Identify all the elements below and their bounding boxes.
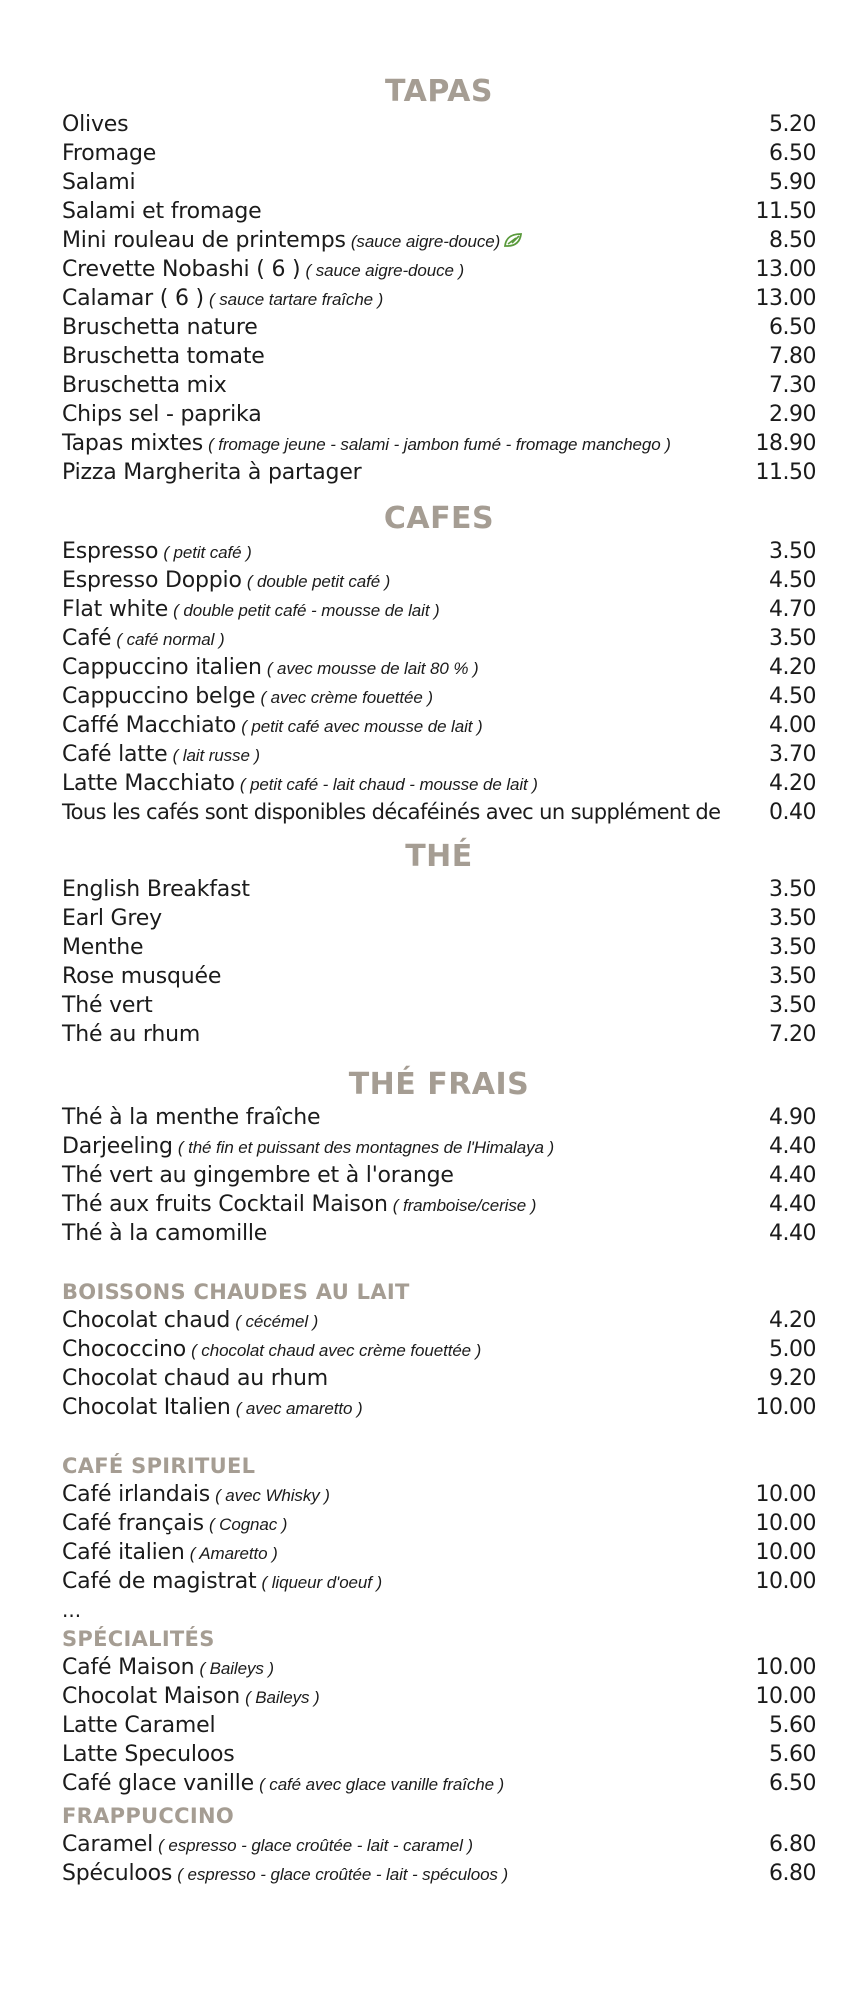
item-name: Café Maison	[62, 1655, 195, 1680]
menu-item	[62, 1567, 816, 1596]
item-price: 3.50	[769, 964, 816, 989]
menu-item	[62, 682, 816, 711]
item-name: Caramel	[62, 1832, 154, 1857]
item-price: 4.50	[769, 684, 816, 709]
item-name: Tapas mixtes	[62, 431, 203, 456]
item-name: Spéculoos	[62, 1861, 173, 1886]
item-price: 18.90	[755, 431, 816, 456]
item-price: 4.20	[769, 1308, 816, 1333]
item-price: 4.40	[769, 1221, 816, 1246]
item-name: Flat white	[62, 597, 169, 622]
item-note: ( avec mousse de lait 80 % )	[266, 659, 479, 678]
item-note: ( Baileys )	[245, 1688, 320, 1707]
menu-item	[62, 197, 816, 226]
item-name: Café français	[62, 1511, 204, 1536]
item-price: 4.40	[769, 1134, 816, 1159]
item-price: 6.50	[769, 1771, 816, 1796]
menu-item	[62, 342, 816, 371]
item-name: Café irlandais	[62, 1482, 211, 1507]
menu-item	[62, 711, 816, 740]
item-note: ( avec Whisky )	[215, 1486, 330, 1505]
item-name: Salami	[62, 170, 136, 195]
section-title: SPÉCIALITÉS	[62, 1627, 215, 1651]
menu-item	[62, 1830, 816, 1859]
item-name: Thé au rhum	[62, 1022, 201, 1047]
section-title: CAFES	[383, 501, 495, 536]
ellipsis: ...	[62, 1598, 82, 1622]
item-note: ( sauce tartare fraîche )	[209, 290, 384, 309]
vegetarian-leaf-icon	[503, 231, 523, 249]
menu-item	[62, 1190, 816, 1219]
item-name: Crevette Nobashi ( 6 )	[62, 257, 301, 282]
item-note: ( petit café )	[163, 543, 252, 562]
item-name: Calamar ( 6 )	[62, 286, 204, 311]
menu-item	[62, 1020, 816, 1049]
item-price: 5.60	[769, 1713, 816, 1738]
menu-item	[62, 1219, 816, 1248]
item-price: 10.00	[755, 1540, 816, 1565]
item-note: ( espresso - glace croûtée - lait - spéculoos )	[177, 1865, 509, 1884]
item-name: Chocolat Italien	[62, 1395, 231, 1420]
item-price: 4.70	[769, 597, 816, 622]
section-tapas	[62, 74, 816, 487]
item-price: 4.50	[769, 568, 816, 593]
item-name: English Breakfast	[62, 877, 250, 902]
item-price: 7.20	[769, 1022, 816, 1047]
item-price: 4.90	[769, 1105, 816, 1130]
menu-item	[62, 798, 816, 827]
menu-item	[62, 1103, 816, 1132]
menu-item	[62, 566, 816, 595]
section-title: THÉ FRAIS	[348, 1067, 530, 1102]
item-price: 10.00	[755, 1395, 816, 1420]
item-name: Cappuccino belge	[62, 684, 256, 709]
item-note: ( petit café avec mousse de lait )	[241, 717, 483, 736]
item-note: ( thé fin et puissant des montagnes de l'Himalaya )	[177, 1138, 555, 1157]
item-note: ( fromage jeune - salami - jambon fumé - fromage manchego )	[208, 435, 671, 454]
section-specialites	[62, 1625, 816, 1798]
menu-item	[62, 1769, 816, 1798]
section-title: BOISSONS CHAUDES AU LAIT	[62, 1280, 410, 1304]
menu-item	[62, 769, 816, 798]
item-name: Chips sel - paprika	[62, 402, 262, 427]
item-name: Cappuccino italien	[62, 655, 262, 680]
menu-item	[62, 1161, 816, 1190]
item-name: Caffé Macchiato	[62, 713, 237, 738]
item-price: 13.00	[755, 257, 816, 282]
item-price: 3.70	[769, 742, 816, 767]
menu-item	[62, 1335, 816, 1364]
item-note: ( Baileys )	[199, 1659, 274, 1678]
item-price: 5.90	[769, 170, 816, 195]
item-price: 4.40	[769, 1192, 816, 1217]
item-name: Tous les cafés sont disponibles décaféinés avec un supplément de	[62, 800, 721, 824]
item-price: 10.00	[755, 1482, 816, 1507]
menu-item	[62, 653, 816, 682]
item-name: Thé aux fruits Cocktail Maison	[62, 1192, 388, 1217]
item-name: Chocolat chaud au rhum	[62, 1366, 328, 1391]
item-note: ( liqueur d'oeuf )	[261, 1573, 383, 1592]
item-price: 11.50	[755, 460, 816, 485]
item-price: 8.50	[769, 228, 816, 253]
menu-item	[62, 1740, 816, 1769]
item-name: Pizza Margherita à partager	[62, 460, 362, 485]
item-price: 2.90	[769, 402, 816, 427]
menu-item	[62, 933, 816, 962]
item-price: 3.50	[769, 906, 816, 931]
item-name: Menthe	[62, 935, 144, 960]
item-price: 5.20	[769, 112, 816, 137]
item-note: ( avec amaretto )	[235, 1399, 363, 1418]
menu-item	[62, 1306, 816, 1335]
menu-item	[62, 110, 816, 139]
menu-item	[62, 1393, 816, 1422]
item-price: 13.00	[755, 286, 816, 311]
item-note: ( Cognac )	[208, 1515, 288, 1534]
item-price: 3.50	[769, 626, 816, 651]
item-name: Bruschetta mix	[62, 373, 227, 398]
item-price: 5.00	[769, 1337, 816, 1362]
item-name: Latte Speculoos	[62, 1742, 235, 1767]
menu-item	[62, 1509, 816, 1538]
item-name: Mini rouleau de printemps	[62, 228, 346, 253]
menu-item	[62, 1364, 816, 1393]
menu-item	[62, 991, 816, 1020]
item-price: 0.40	[769, 800, 816, 825]
item-price: 4.20	[769, 655, 816, 680]
item-price: 3.50	[769, 935, 816, 960]
item-name: Chocolat Maison	[62, 1684, 240, 1709]
item-name: Earl Grey	[62, 906, 162, 931]
menu-item	[62, 1132, 816, 1161]
item-name: Thé à la menthe fraîche	[62, 1105, 321, 1130]
item-name: Salami et fromage	[62, 199, 262, 224]
item-name: Fromage	[62, 141, 157, 166]
item-price: 7.80	[769, 344, 816, 369]
item-price: 3.50	[769, 539, 816, 564]
item-price: 10.00	[755, 1511, 816, 1536]
item-name: Café latte	[62, 742, 168, 767]
section-title: FRAPPUCCINO	[62, 1804, 234, 1828]
item-price: 11.50	[755, 199, 816, 224]
item-price: 10.00	[755, 1569, 816, 1594]
section-cafe-spirituel	[62, 1452, 816, 1625]
item-name: Thé vert au gingembre et à l'orange	[62, 1163, 454, 1188]
item-name: Darjeeling	[62, 1134, 173, 1159]
menu-item	[62, 139, 816, 168]
section-title: THÉ	[405, 839, 473, 874]
item-note: ( espresso - glace croûtée - lait - caramel )	[158, 1836, 473, 1855]
menu-item	[62, 595, 816, 624]
item-name: Café	[62, 626, 112, 651]
item-note: ( cécémel )	[235, 1312, 319, 1331]
item-note: (sauce aigre-douce)	[350, 232, 501, 251]
item-price: 9.20	[769, 1366, 816, 1391]
menu-item	[62, 875, 816, 904]
item-note: ( double petit café )	[246, 572, 391, 591]
item-note: ( chocolat chaud avec crème fouettée )	[191, 1341, 482, 1360]
item-price: 4.00	[769, 713, 816, 738]
item-name: Latte Caramel	[62, 1713, 216, 1738]
item-note: ( café normal )	[116, 630, 225, 649]
item-price: 6.50	[769, 141, 816, 166]
menu-item	[62, 429, 816, 458]
section-the	[62, 839, 816, 1049]
item-note: ( avec crème fouettée )	[260, 688, 433, 707]
menu-item	[62, 1859, 816, 1888]
item-price: 6.50	[769, 315, 816, 340]
menu-item	[62, 255, 816, 284]
item-note: ( double petit café - mousse de lait )	[173, 601, 440, 620]
menu-item	[62, 168, 816, 197]
menu-item	[62, 400, 816, 429]
item-name: Thé à la camomille	[62, 1221, 268, 1246]
menu-item	[62, 284, 816, 313]
item-note: ( petit café - lait chaud - mousse de lait )	[239, 775, 538, 794]
menu-item	[62, 1653, 816, 1682]
menu-item	[62, 962, 816, 991]
item-price: 7.30	[769, 373, 816, 398]
item-name: Olives	[62, 112, 129, 137]
item-name: Rose musquée	[62, 964, 222, 989]
item-price: 6.80	[769, 1861, 816, 1886]
menu-item	[62, 313, 816, 342]
menu-item	[62, 1538, 816, 1567]
menu-item	[62, 537, 816, 566]
menu-item	[62, 1682, 816, 1711]
menu-item	[62, 1480, 816, 1509]
menu-item	[62, 740, 816, 769]
item-price: 4.40	[769, 1163, 816, 1188]
section-title: TAPAS	[385, 74, 493, 109]
menu-item	[62, 1711, 816, 1740]
item-note: ( lait russe )	[172, 746, 260, 765]
item-price: 6.80	[769, 1832, 816, 1857]
item-name: Espresso Doppio	[62, 568, 242, 593]
item-name: Thé vert	[62, 993, 153, 1018]
item-price: 10.00	[755, 1684, 816, 1709]
item-note: ( café avec glace vanille fraîche )	[259, 1775, 505, 1794]
item-name: Espresso	[62, 539, 159, 564]
section-frappuccino	[62, 1802, 816, 1888]
section-title: CAFÉ SPIRITUEL	[62, 1454, 256, 1478]
item-name: Latte Macchiato	[62, 771, 235, 796]
section-boissons-chaudes	[62, 1278, 816, 1422]
item-name: Café italien	[62, 1540, 185, 1565]
item-price: 3.50	[769, 993, 816, 1018]
menu-item	[62, 904, 816, 933]
item-price: 4.20	[769, 771, 816, 796]
menu-item	[62, 226, 816, 255]
menu-item	[62, 371, 816, 400]
item-note: ( Amaretto )	[189, 1544, 278, 1563]
item-price: 5.60	[769, 1742, 816, 1767]
item-name: Bruschetta nature	[62, 315, 258, 340]
item-note: ( sauce aigre-douce )	[305, 261, 465, 280]
menu-item	[62, 458, 816, 487]
section-the-frais	[62, 1067, 816, 1248]
item-name: Bruschetta tomate	[62, 344, 265, 369]
item-name: Café glace vanille	[62, 1771, 255, 1796]
section-cafes	[62, 501, 816, 827]
item-note: ( framboise/cerise )	[392, 1196, 537, 1215]
menu-item	[62, 624, 816, 653]
menu	[62, 74, 816, 1888]
item-name: Chococcino	[62, 1337, 187, 1362]
item-name: Café de magistrat	[62, 1569, 257, 1594]
item-price: 10.00	[755, 1655, 816, 1680]
item-price: 3.50	[769, 877, 816, 902]
item-name: Chocolat chaud	[62, 1308, 231, 1333]
